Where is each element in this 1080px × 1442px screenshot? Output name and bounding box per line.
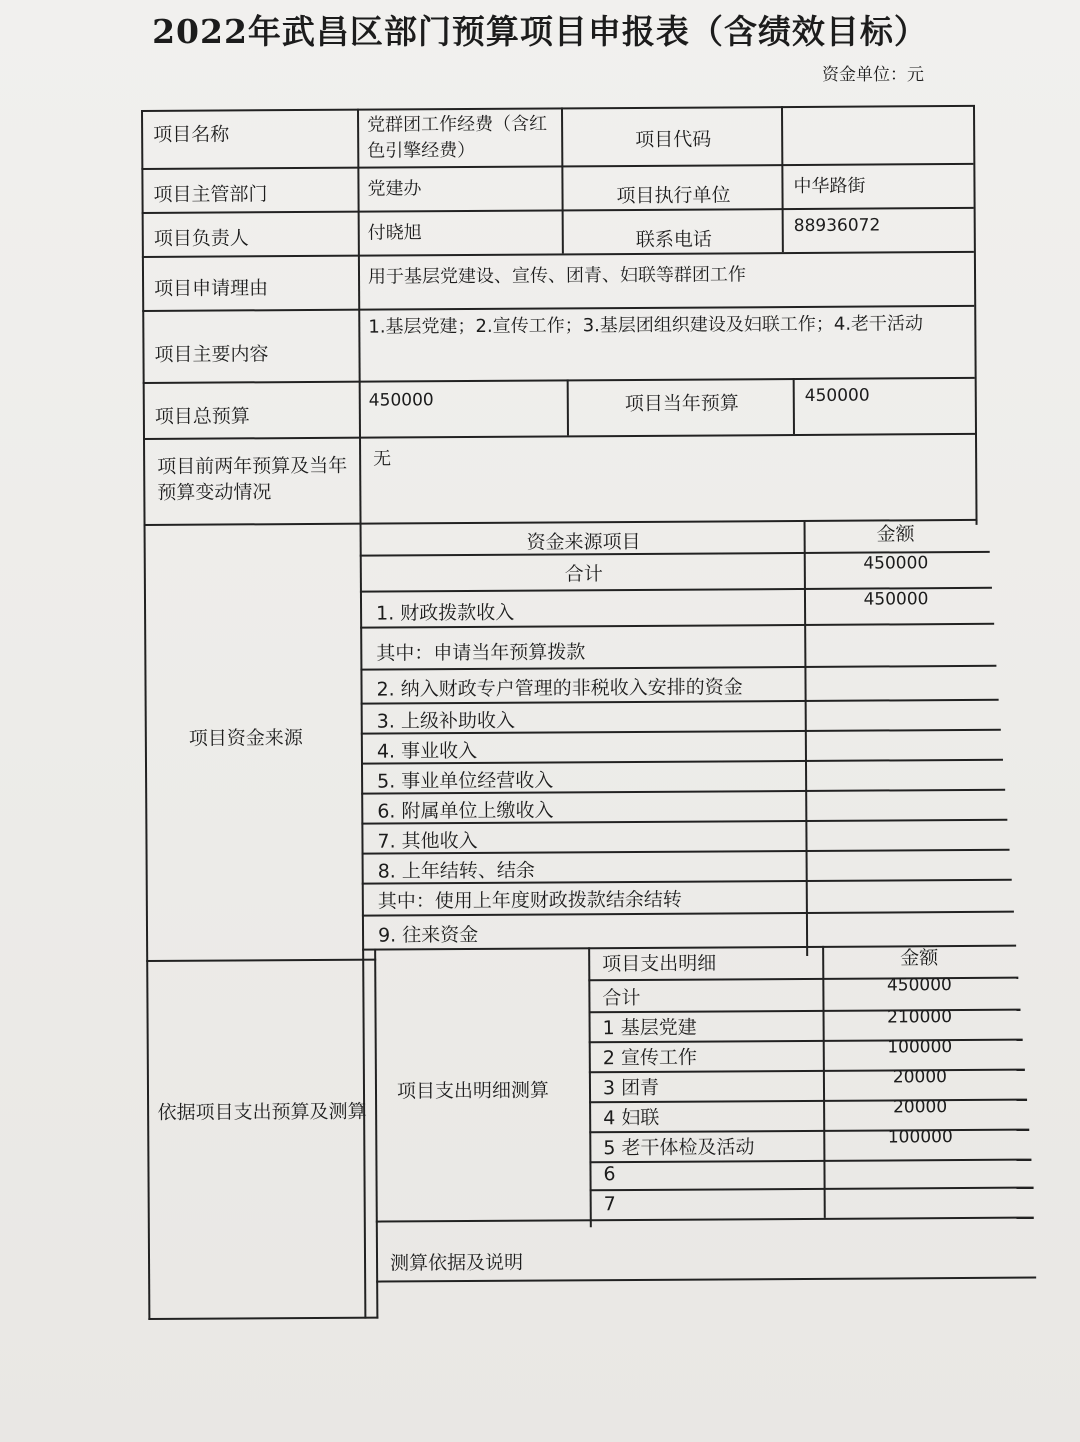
owner-label: 项目负责人 bbox=[153, 227, 249, 250]
table-rule-line bbox=[360, 665, 996, 671]
table-border-left bbox=[141, 110, 150, 1320]
expenditure-row-label: 4 妇联 bbox=[603, 1106, 660, 1130]
expenditure-row-label: 5 老干体检及活动 bbox=[603, 1136, 755, 1160]
funding-row-label: 3. 上级补助收入 bbox=[376, 709, 515, 733]
owner-value: 付晓旭 bbox=[367, 222, 422, 244]
reason-value: 用于基层党建设、宣传、团青、妇联等群团工作 bbox=[367, 264, 747, 288]
exec-unit-label: 项目执行单位 bbox=[616, 184, 731, 208]
funding-row-label: 6. 附属单位上缴收入 bbox=[377, 799, 554, 823]
funding-row-amount: 450000 bbox=[863, 589, 929, 610]
funding-row-label: 9. 往来资金 bbox=[377, 923, 479, 947]
dept-value: 党建办 bbox=[367, 178, 422, 200]
expenditure-row-amount: 450000 bbox=[886, 975, 952, 996]
change-label: 项目前两年预算及当年预算变动情况 bbox=[157, 454, 348, 504]
expenditure-row-label: 7 bbox=[603, 1193, 616, 1216]
expenditure-row-amount: 20000 bbox=[892, 1097, 948, 1118]
expenditure-col-detail: 项目支出明细 bbox=[602, 952, 717, 976]
project-name-value: 党群团工作经费（含红色引擎经费） bbox=[367, 113, 548, 162]
total-budget-value: 450000 bbox=[368, 390, 434, 411]
expenditure-detail-label: 项目支出明细测算 bbox=[396, 1079, 550, 1103]
expenditure-row-label: 3 团青 bbox=[602, 1076, 660, 1100]
table-rule-line bbox=[561, 107, 564, 253]
table-rule-line bbox=[142, 207, 974, 214]
table-rule-line bbox=[141, 163, 973, 170]
funding-row-label: 7. 其他收入 bbox=[377, 829, 478, 853]
page-title: 2022年武昌区部门预算项目申报表（含绩效目标） bbox=[152, 12, 928, 51]
expenditure-row-amount: 100000 bbox=[887, 1127, 953, 1148]
reason-label: 项目申请理由 bbox=[154, 277, 269, 300]
funding-row-amount: 450000 bbox=[863, 553, 929, 574]
content-label: 项目主要内容 bbox=[154, 343, 269, 366]
table-rule-line bbox=[376, 1277, 1036, 1283]
table-rule-line bbox=[143, 433, 975, 440]
expenditure-row-label: 2 宣传工作 bbox=[602, 1046, 698, 1070]
funding-row-label: 1. 财政拨款收入 bbox=[376, 601, 515, 625]
phone-value: 88936072 bbox=[793, 215, 881, 237]
expenditure-row-amount: 20000 bbox=[892, 1067, 948, 1088]
change-value: 无 bbox=[373, 448, 392, 470]
phone-label: 联系电话 bbox=[635, 228, 712, 251]
dept-label: 项目主管部门 bbox=[153, 183, 268, 206]
funding-section-label: 项目资金来源 bbox=[188, 727, 303, 750]
year-budget-value: 450000 bbox=[804, 385, 870, 406]
table-rule-line bbox=[804, 520, 809, 956]
expenditure-row-label: 6 bbox=[603, 1163, 616, 1186]
expenditure-col-amount: 金额 bbox=[900, 947, 939, 970]
table-rule-line bbox=[590, 1187, 1034, 1192]
table-rule-line bbox=[143, 377, 975, 384]
content-value: 1.基层党建；2.宣传工作；3.基层团组织建设及妇联工作；4.老干活动 bbox=[368, 313, 924, 338]
table-border-right bbox=[973, 105, 978, 525]
calculation-basis-label: 测算依据及说明 bbox=[389, 1251, 524, 1275]
table-rule-line bbox=[357, 109, 366, 1319]
funding-row-label: 5. 事业单位经营收入 bbox=[377, 769, 554, 793]
expenditure-row-label: 合计 bbox=[602, 986, 641, 1010]
project-name-label: 项目名称 bbox=[153, 123, 230, 146]
expenditure-row-amount: 210000 bbox=[887, 1007, 953, 1028]
table-border-bottom bbox=[148, 1317, 378, 1320]
expenditure-section-label: 依据项目支出预算及测算 bbox=[157, 1100, 367, 1124]
funding-row-label: 其中：申请当年预算拨款 bbox=[376, 641, 586, 665]
table-rule-line bbox=[588, 947, 592, 1227]
funding-row-label: 其中：使用上年度财政拨款结余结转 bbox=[377, 888, 682, 913]
year-budget-label: 项目当年预算 bbox=[624, 392, 739, 416]
total-budget-label: 项目总预算 bbox=[154, 405, 250, 428]
currency-unit: 资金单位：元 bbox=[822, 65, 924, 85]
funding-row-label: 合计 bbox=[564, 563, 603, 586]
table-rule-line bbox=[793, 378, 795, 434]
table-rule-line bbox=[146, 959, 376, 962]
table-rule-line bbox=[374, 949, 378, 1319]
expenditure-row-label: 1 基层党建 bbox=[602, 1016, 697, 1040]
funding-row-label: 8. 上年结转、结余 bbox=[377, 859, 535, 883]
table-rule-line bbox=[567, 379, 569, 435]
exec-unit-value: 中华路街 bbox=[793, 175, 866, 198]
funding-row-label: 4. 事业收入 bbox=[376, 739, 478, 763]
funding-col-source: 资金来源项目 bbox=[526, 530, 641, 554]
funding-row-label: 2. 纳入财政专户管理的非税收入安排的资金 bbox=[376, 676, 743, 701]
budget-form-table bbox=[141, 105, 998, 1320]
expenditure-row-amount: 100000 bbox=[887, 1037, 953, 1058]
table-rule-line bbox=[142, 251, 974, 258]
table-rule-line bbox=[376, 1217, 1034, 1223]
funding-col-amount: 金额 bbox=[876, 523, 915, 546]
project-code-label: 项目代码 bbox=[635, 128, 712, 151]
